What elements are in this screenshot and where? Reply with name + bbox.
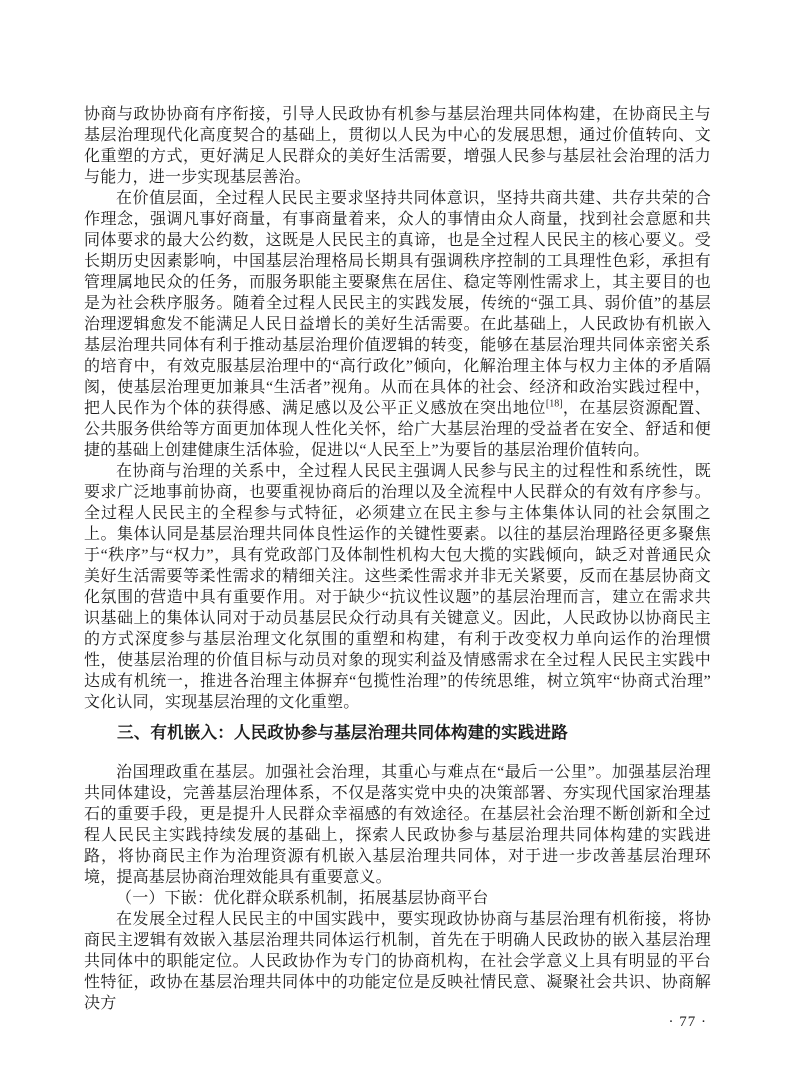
section-heading-3: 三、有机嵌入：人民政协参与基层治理共同体构建的实践进路 — [117, 724, 568, 742]
paragraph-value-dimension-text-after-ref: ，在基层资源配置、公共服务供给等方面更加体现人性化关怀，给广大基层治理的受益者在安全、舒适和便捷的基础上创建健康生活体验，促进以“人民至上”为要旨的基层治理价值转向。 — [84, 400, 711, 459]
paragraph-continuation: 协商与政协协商有序衔接，引导人民政协有机参与基层治理共同体构建，在协商民主与基层治理现代化高度契合的基础上，贯彻以人民为中心的发展思想，通过价值转向、文化重塑的方式，更好满足人民群众的美好生活需要，增强人民参与基层社会治理的活力与能力，进一步实现基层善治。 — [84, 106, 711, 186]
paragraph-value-dimension-text-before-ref: 在价值层面，全过程人民民主要求坚持共同体意识，坚持共商共建、共存共荣的合作理念，强调凡事好商量，有事商量着来，众人的事情由众人商量，找到社会意愿和共同体要求的最大公约数，这既是人民民主的真谛，也是全过程人民民主的核心要义。受长期历史因素影响，中国基层治理格局长期具有强调秩序控制的工具理性色彩，承担有管理属地民众的任务，而服务职能主要聚焦在居住、稳定等刚性需求上，其主要目的也是为社会秩序服务。随着全过程人民民主的实践发展，传统的“强工具、弱价值”的基层治理逻辑愈发不能满足人民日益增长的美好生活需要。在此基础上，人民政协有机嵌入基层治理共同体有利于推动基层治理价值逻辑的转变，能够在基层治理共同体亲密关系的培育中，有效克服基层治理中的“高行政化”倾向，化解治理主体与权力主体的矛盾隔阂，使基层治理更加兼具“生活者”视角。从而在具体的社会、经济和政治实践过程中，把人民作为个体的获得感、满足感以及公平正义感放在突出地位 — [84, 190, 711, 417]
paragraph-value-dimension — [84, 188, 711, 461]
paragraph-consultation-governance: 在协商与治理的关系中，全过程人民民主强调人民参与民主的过程性和系统性，既要求广泛地事前协商，也要重视协商后的治理以及全流程中人民群众的有效有序参与。全过程人民民主的全程参与式特征，必须建立在民主参与主体集体认同的社会氛围之上。集体认同是基层治理共同体良性运作的关键性要素。以往的基层治理路径更多聚焦于“秩序”与“权力”，具有党政部门及体制性机构大包大揽的实践倾向，缺乏对普通民众美好生活需要等柔性需求的精细关注。这些柔性需求并非无关紧要，反而在基层协商文化氛围的营造中具有重要作用。对于缺少“抗议性议题”的基层治理而言，建立在需求共识基础上的集体认同对于动员基层民众行动具有关键意义。因此，人民政协以协商民主的方式深度参与基层治理文化氛围的重塑和构建，有利于改变权力单向运作的治理惯性，使基层治理的价值目标与动员对象的现实利益及情感需求在全过程人民民主实践中达成有机统一，推进各治理主体摒弃“包揽性治理”的传统思维，树立筑牢“协商式治理”文化认同，实现基层治理的文化重塑。 — [84, 463, 711, 711]
paragraph-governance-basis: 治国理政重在基层。加强社会治理，其重心与难点在“最后一公里”。加强基层治理共同体建设，完善基层治理体系，不仅是落实党中央的决策部署、夯实现代国家治理基石的重要手段，更是提升人民群众幸福感的有效途径。在基层社会治理不断创新和全过程人民民主实践持续发展的基础上，探索人民政协参与基层治理共同体构建的实践进路，将协商民主作为治理资源有机嵌入基层治理共同体，对于进一步改善基层治理环境，提高基层协商治理效能具有重要意义。 — [84, 764, 711, 886]
article-body — [84, 104, 711, 1014]
footnote-ref-18: [18] — [545, 398, 563, 410]
paragraph-embedding-practice: 在发展全过程人民民主的中国实践中，要实现政协协商与基层治理有机衔接，将协商民主逻辑有效嵌入基层治理共同体运行机制，首先在于明确人民政协的嵌入基层治理共同体中的职能定位。人民政协作为专门的协商机构，在社会学意义上具有明显的平台性特征，政协在基层治理共同体中的功能定位是反映社情民意、凝聚社会共识、协商解决方 — [84, 911, 711, 1012]
page-number: · 77 · — [668, 1014, 707, 1030]
subsection-heading-1: （一）下嵌：优化群众联系机制，拓展基层协商平台 — [116, 890, 489, 907]
